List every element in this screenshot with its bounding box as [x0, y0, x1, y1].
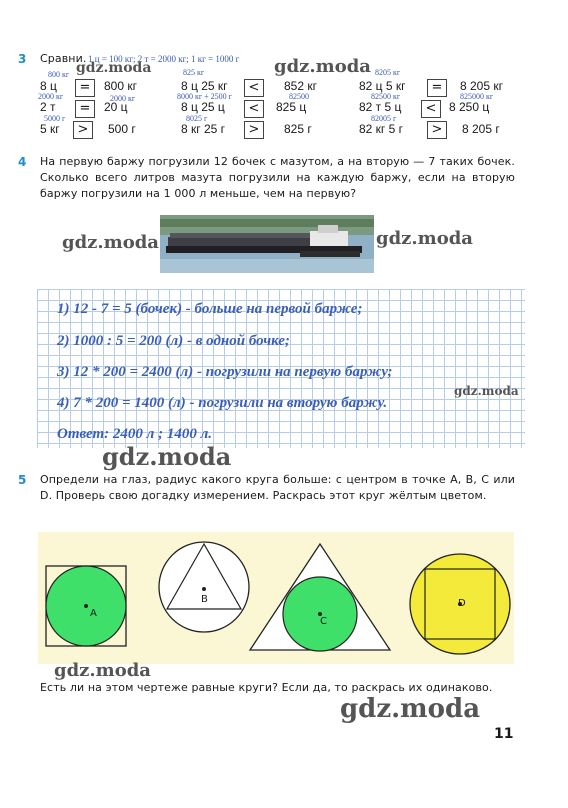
- compare-left: 8 ц 25 ц: [181, 100, 225, 114]
- watermark: gdz.moda: [454, 384, 519, 398]
- solution-line: 1) 12 - 7 = 5 (бочек) - больше на первой барже;: [57, 301, 363, 317]
- handwritten-note: 8000 кг + 2500 г: [177, 92, 232, 101]
- handwritten-note: 825000 кг: [460, 92, 494, 101]
- compare-right: 8 205 кг: [460, 79, 503, 93]
- barge-photo: [160, 215, 374, 273]
- task4-text: На первую баржу погрузили 12 бочек с мазутом, а на вторую — 7 таких бочек. Сколько всего литров мазута погрузили на каждую баржу, если на вторую баржу погрузили на 1 000 л меньше, чем на первую?: [40, 155, 515, 200]
- handwritten-note: 82005 г: [371, 114, 397, 123]
- compare-right: 8 250 ц: [449, 100, 490, 114]
- task3-number: 3: [18, 52, 27, 66]
- circles-figure: [38, 532, 514, 664]
- point-label-c: C: [320, 616, 327, 627]
- watermark: gdz.moda: [274, 56, 371, 77]
- compare-sign: <: [244, 100, 264, 118]
- watermark: gdz.moda: [340, 694, 481, 724]
- point-label-b: B: [201, 594, 208, 605]
- solution-grid: [37, 289, 525, 448]
- handwritten-note: 5000 г: [44, 114, 66, 123]
- watermark: gdz.moda: [62, 232, 159, 253]
- compare-left: 8 ц: [40, 79, 57, 93]
- page-number: 11: [494, 726, 514, 742]
- task5-number: 5: [18, 473, 27, 487]
- watermark: gdz.moda: [76, 60, 152, 76]
- solution-answer: Ответ: 2400 л ; 1400 л.: [57, 426, 213, 442]
- handwritten-note: 82500: [289, 92, 309, 101]
- handwritten-note: 8205 кг: [375, 68, 401, 77]
- handwritten-note: 82500 кг: [371, 92, 401, 101]
- solution-line: 4) 7 * 200 = 1400 (л) - погрузили на вторую баржу.: [57, 395, 388, 411]
- handwritten-note: 2000 кг: [38, 92, 64, 101]
- compare-left: 82 т 5 ц: [359, 100, 402, 114]
- solution-line: 3) 12 * 200 = 2400 (л) - погрузили на первую баржу;: [57, 364, 393, 380]
- compare-sign: <: [244, 79, 264, 97]
- task5-text: Определи на глаз, радиус какого круга больше: с центром в точке A, B, C или D. Проверь свою догадку измерением. Раскрась этот круг жёлтым цветом.: [40, 473, 515, 502]
- solution-line: 2) 1000 : 5 = 200 (л) - в одной бочке;: [57, 333, 290, 349]
- compare-left: 2 т: [40, 100, 56, 114]
- watermark: gdz.moda: [102, 442, 232, 471]
- compare-left: 8 ц 25 кг: [181, 79, 228, 93]
- task3-hint: 1 ц = 100 кг; 2 т = 2000 кг; 1 кг = 1000 г: [88, 54, 240, 64]
- handwritten-note: 825 кг: [183, 68, 205, 77]
- compare-right: 8 205 г: [462, 122, 500, 136]
- task3-intro: Сравни.: [40, 52, 87, 65]
- compare-sign: <: [421, 100, 441, 118]
- compare-right: 825 ц: [276, 100, 307, 114]
- compare-sign: >: [427, 121, 447, 139]
- compare-sign: =: [427, 79, 447, 97]
- compare-left: 5 кг: [40, 122, 60, 136]
- task4-number: 4: [18, 155, 27, 169]
- compare-right: 800 кг: [104, 79, 137, 93]
- compare-left: 8 кг 25 г: [181, 122, 226, 136]
- compare-left: 82 ц 5 кг: [359, 79, 406, 93]
- watermark: gdz.moda: [54, 660, 151, 681]
- compare-sign: >: [244, 121, 264, 139]
- compare-sign: >: [73, 121, 93, 139]
- compare-sign: =: [75, 100, 95, 118]
- handwritten-note: 2000 кг: [110, 94, 136, 103]
- compare-right: 20 ц: [104, 100, 128, 114]
- compare-right: 500 г: [108, 122, 136, 136]
- watermark: gdz.moda: [376, 228, 473, 249]
- handwritten-note: 800 кг: [48, 70, 70, 79]
- compare-right: 852 кг: [284, 79, 317, 93]
- handwritten-note: 8025 г: [186, 114, 208, 123]
- point-label-d: D: [458, 598, 466, 609]
- point-label-a: A: [90, 608, 97, 619]
- task5-question: Есть ли на этом чертеже равные круги? Если да, то раскрась их одинаково.: [40, 681, 493, 694]
- compare-sign: =: [75, 79, 95, 97]
- compare-left: 82 кг 5 г: [359, 122, 404, 136]
- compare-right: 825 г: [284, 122, 312, 136]
